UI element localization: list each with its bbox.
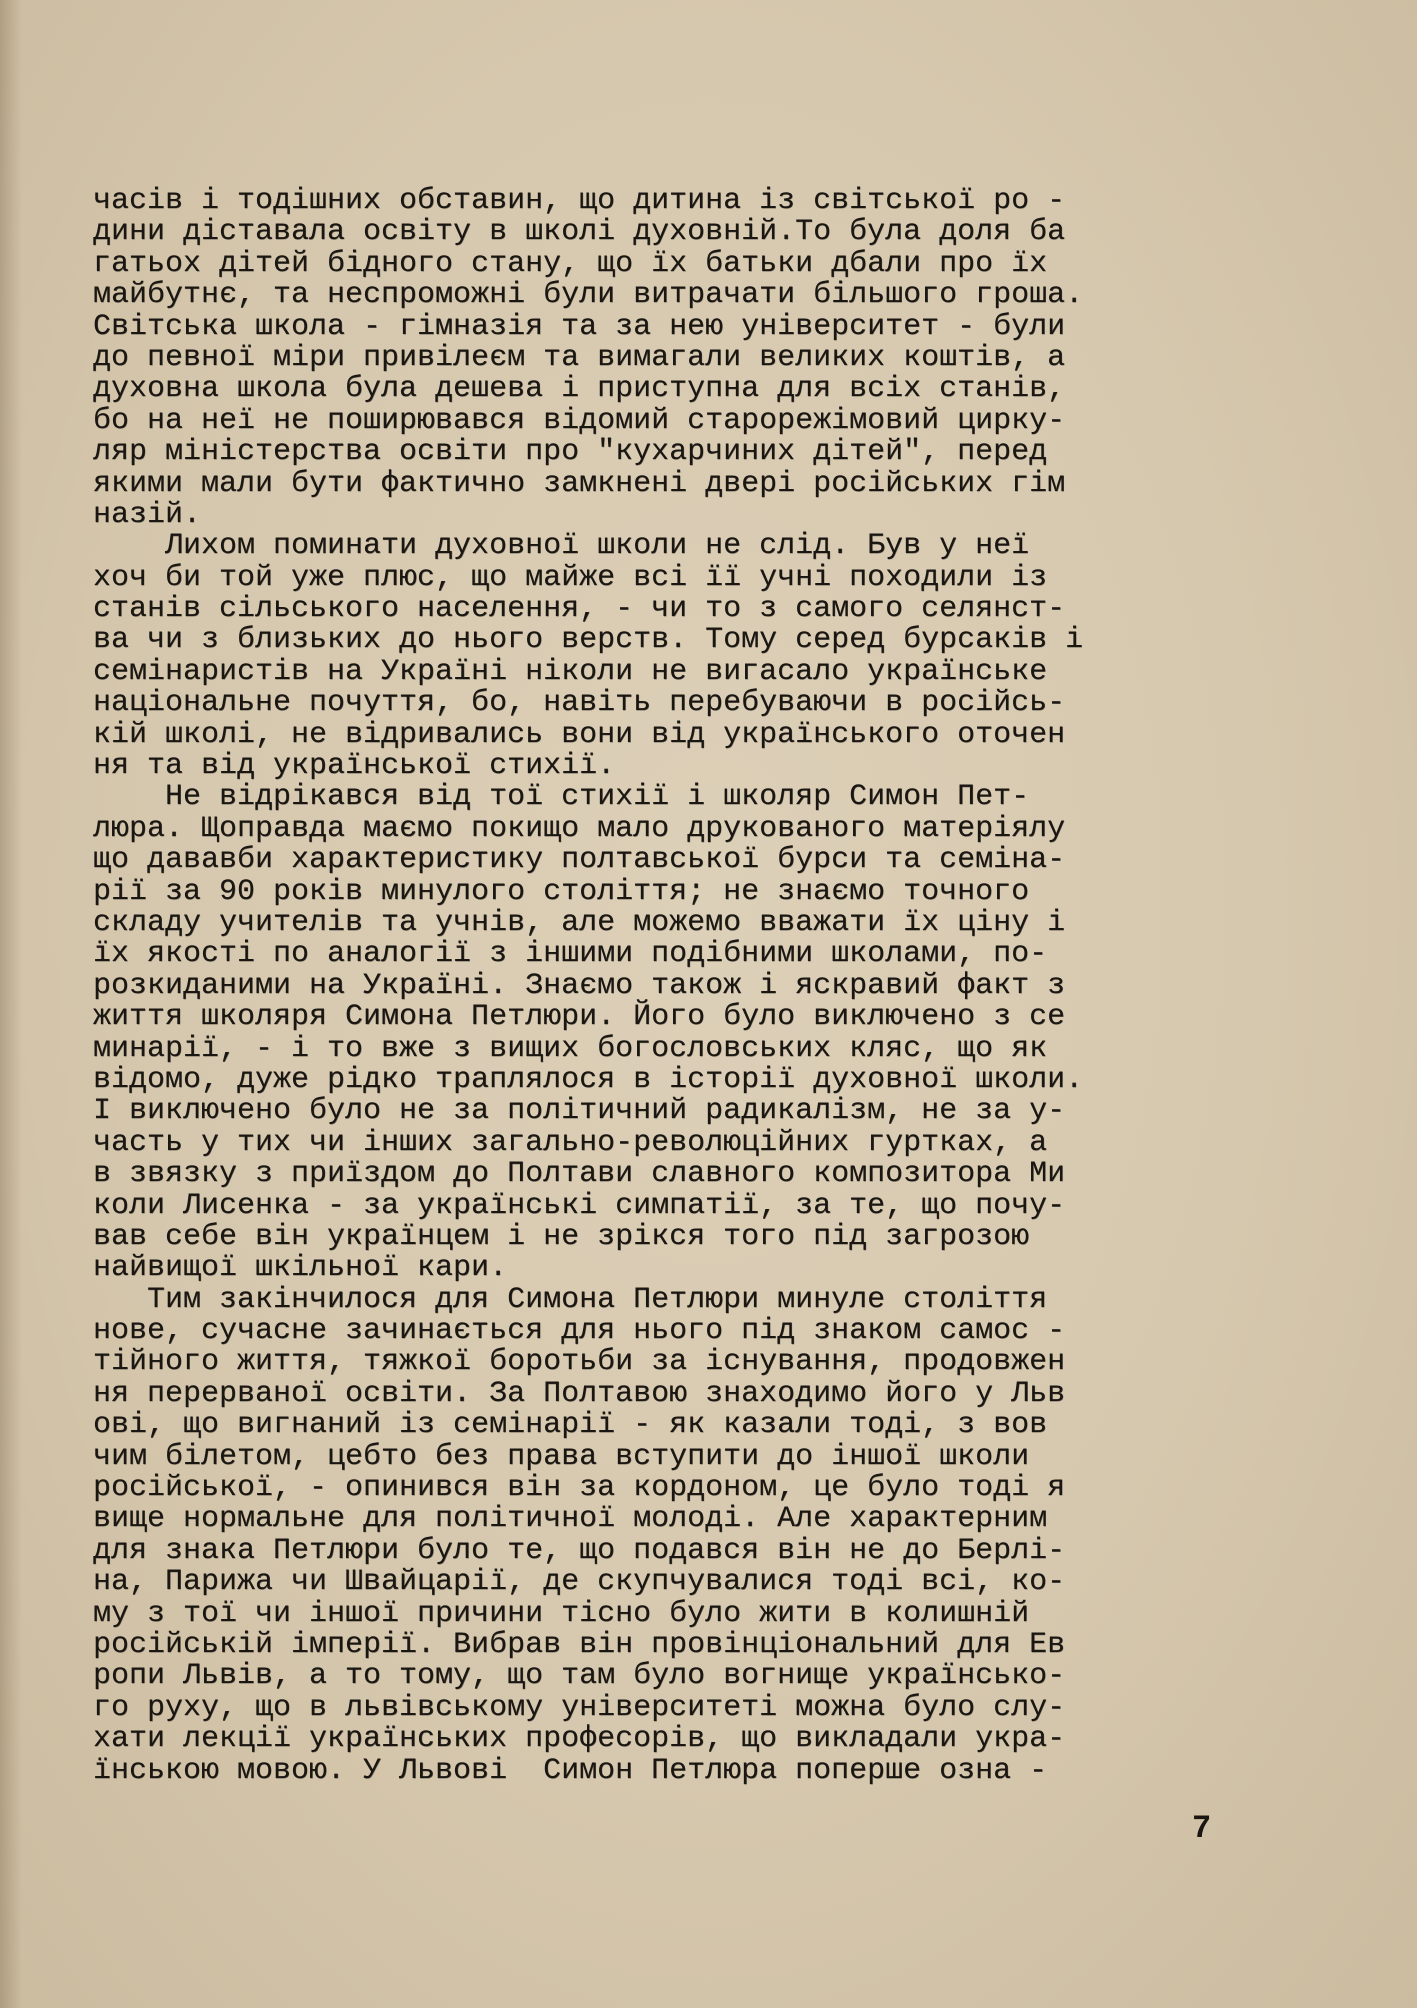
- text-line: хоч би той уже плюс, що майже всі її учні походили із: [93, 560, 1048, 595]
- text-line: вище нормальне для політичної молоді. Але характерним: [93, 1502, 1048, 1537]
- text-line: тійного життя, тяжкої боротьби за існування, продовжен: [93, 1345, 1066, 1380]
- text-line: духовна школа була дешева і приступна для всіх станів,: [93, 372, 1066, 407]
- text-line: вав себе він українцем і не зрікся того під загрозою: [93, 1219, 1030, 1254]
- text-line: станів сільського населення, - чи то з самого селянст-: [93, 592, 1066, 627]
- text-line: семінаристів на Україні ніколи не вигасало українське: [93, 654, 1048, 689]
- text-line: Не відрікався від тої стихії і школяр Симон Пет-: [93, 780, 1030, 815]
- text-line: часів і тодішних обставин, що дитина із світської ро -: [93, 184, 1066, 218]
- page-edge-shadow: [0, 0, 22, 2008]
- text-line: відомо, дуже рідко траплялося в історії духовної школи.: [93, 1062, 1084, 1097]
- text-line: рії за 90 років минулого століття; не знаємо точного: [93, 874, 1030, 909]
- text-line: го руху, що в львівському університеті можна було слу-: [93, 1690, 1066, 1725]
- text-line: ва чи з близьких до нього верств. Тому серед бурсаків і: [93, 623, 1084, 658]
- text-line: ня та від української стихії.: [93, 749, 616, 784]
- text-line: майбутнє, та неспроможні були витрачати більшого гроша.: [93, 278, 1084, 313]
- text-line: кій школі, не відривались вони від українського оточен: [93, 717, 1066, 752]
- text-line: Тим закінчилося для Симона Петлюри минуле століття: [93, 1282, 1048, 1317]
- text-line: му з тої чи іншої причини тісно було жити в колишній: [93, 1596, 1030, 1631]
- text-line: ропи Львів, а то тому, що там було вогнище українсько-: [93, 1659, 1066, 1694]
- text-line: часть у тих чи інших загально-революційних гуртках, а: [93, 1125, 1048, 1160]
- text-line: складу учителів та учнів, але можемо вважати їх ціну і: [93, 905, 1066, 940]
- text-line: гатьох дітей бідного стану, що їх батьки дбали про їх: [93, 246, 1048, 281]
- text-line: чим білетом, цебто без права вступити до іншої школи: [93, 1439, 1030, 1474]
- text-line: нове, сучасне зачинається для нього під знаком самос -: [93, 1314, 1066, 1349]
- text-line: ня перерваної освіти. За Полтавою знаходимо його у Льв: [93, 1376, 1066, 1411]
- text-line: їх якості по аналогії з іншими подібними школами, по-: [93, 937, 1048, 972]
- text-line: їнською мовою. У Львові Симон Петлюра поперше озна -: [93, 1753, 1048, 1788]
- text-line: в звязку з приїздом до Полтави славного композитора Ми: [93, 1157, 1066, 1192]
- text-line: дини діставала освіту в школі духовній.То була доля ба: [93, 215, 1066, 250]
- text-line: Лихом поминати духовної школи не слід. Був у неї: [93, 529, 1030, 564]
- text-line: І виключено було не за політичний радикалізм, не за у-: [93, 1094, 1066, 1129]
- text-line: що дававби характеристику полтавської бурси та семіна-: [93, 843, 1066, 878]
- text-line: російській імперії. Вибрав він провінціональний для Ев: [93, 1627, 1066, 1662]
- text-line: до певної міри привілеєм та вимагали великих коштів, а: [93, 340, 1066, 375]
- text-line: на, Парижа чи Швайцарії, де скупчувалися тоді всі, ко-: [93, 1565, 1066, 1600]
- text-line: бо на неї не поширювався відомий старорежімовий циркy-: [93, 403, 1066, 438]
- text-line: Світська школа - гімназія та за нею університет - були: [93, 309, 1066, 344]
- text-line: минарії, - і то вже з вищих богословських кляс, що як: [93, 1031, 1048, 1066]
- typewritten-text: [93, 186, 1228, 1787]
- text-line: найвищої шкільної кари.: [93, 1251, 508, 1286]
- text-line: люра. Щоправда маємо покищо мало друкованого матеріялу: [93, 811, 1066, 846]
- text-line: ляр міністерства освіти про "кухарчиних дітей", перед: [93, 435, 1048, 470]
- text-line: для знака Петлюри було те, що подався він не до Берлі-: [93, 1533, 1066, 1568]
- text-line: російської, - опинився він за кордоном, це було тоді я: [93, 1471, 1066, 1506]
- text-line: назій.: [93, 497, 202, 532]
- text-line: коли Лисенка - за українські симпатії, за те, що почу-: [93, 1188, 1066, 1223]
- text-line: життя школяря Симона Петлюри. Його було виключено з се: [93, 1000, 1066, 1035]
- text-line: ові, що вигнаний із семінарії - як казали тоді, з вов: [93, 1408, 1048, 1443]
- text-line: національне почуття, бо, навіть перебуваючи в російсь-: [93, 686, 1066, 721]
- page-number: 7: [1192, 1810, 1212, 1847]
- text-line: хати лекції українських професорів, що викладали укра-: [93, 1722, 1066, 1757]
- text-line: розкиданими на Україні. Знаємо також і яскравий факт з: [93, 968, 1066, 1003]
- text-line: якими мали бути фактично замкнені двері російських гім: [93, 466, 1066, 501]
